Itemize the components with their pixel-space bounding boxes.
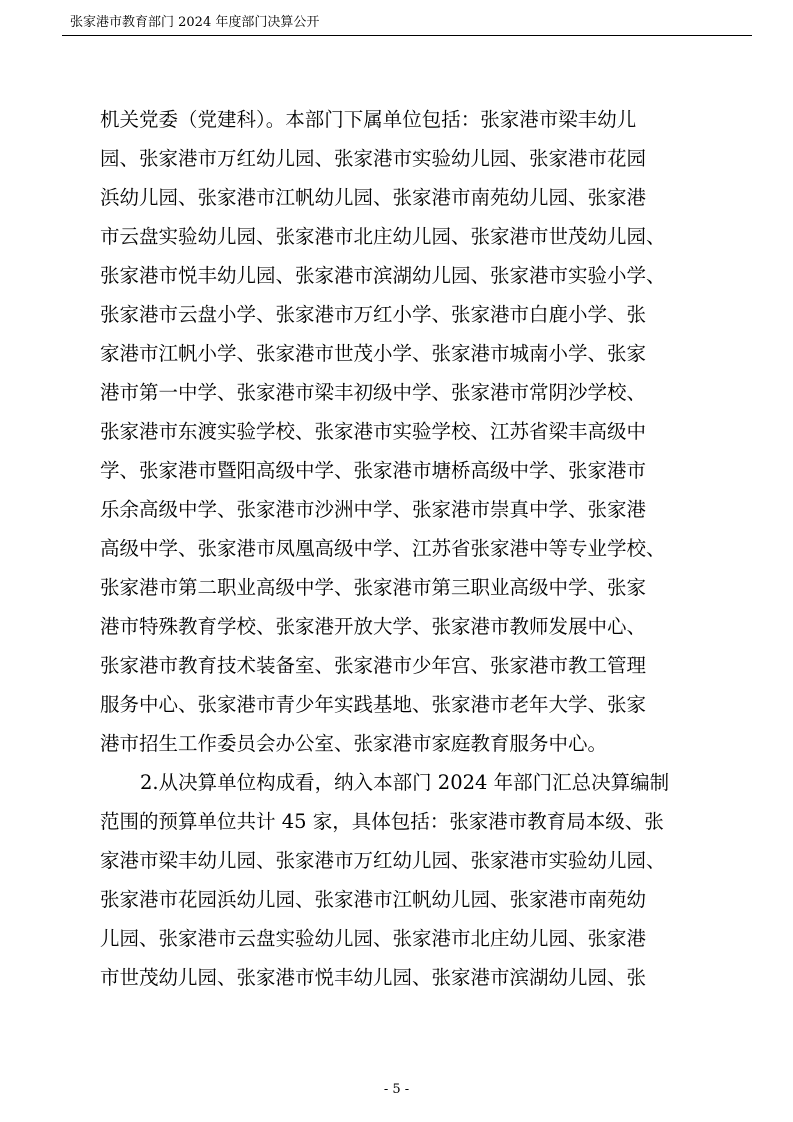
text-line: 服务中心、张家港市青少年实践基地、张家港市老年大学、张家 bbox=[100, 693, 647, 716]
text-line: 港市招生工作委员会办公室、张家港市家庭教育服务中心。 bbox=[100, 732, 608, 755]
text-line: 家港市江帆小学、张家港市世茂小学、张家港市城南小学、张家 bbox=[100, 342, 647, 365]
text-line: 儿园、张家港市云盘实验幼儿园、张家港市北庄幼儿园、张家港 bbox=[100, 927, 647, 950]
text-line: 港市特殊教育学校、张家港开放大学、张家港市教师发展中心、 bbox=[100, 615, 647, 638]
text-line: 高级中学、张家港市凤凰高级中学、江苏省张家港中等专业学校、 bbox=[100, 537, 666, 560]
text-line: 机关党委（党建科）。本部门下属单位包括：张家港市梁丰幼儿 bbox=[100, 108, 637, 131]
text-line: 市云盘实验幼儿园、张家港市北庄幼儿园、张家港市世茂幼儿园、 bbox=[100, 225, 666, 248]
text-line: 家港市梁丰幼儿园、张家港市万红幼儿园、张家港市实验幼儿园、 bbox=[100, 849, 666, 872]
text-line: 园、张家港市万红幼儿园、张家港市实验幼儿园、张家港市花园 bbox=[100, 147, 647, 170]
text-line: 浜幼儿园、张家港市江帆幼儿园、张家港市南苑幼儿园、张家港 bbox=[100, 186, 647, 209]
text-line: 张家港市东渡实验学校、张家港市实验学校、江苏省梁丰高级中 bbox=[100, 420, 647, 443]
text-line: 张家港市第二职业高级中学、张家港市第三职业高级中学、张家 bbox=[100, 576, 647, 599]
text-line: 港市第一中学、张家港市梁丰初级中学、张家港市常阴沙学校、 bbox=[100, 381, 647, 404]
paragraph-start-line: 2.从决算单位构成看，纳入本部门 2024 年部门汇总决算编制 bbox=[140, 771, 670, 794]
text-line: 张家港市花园浜幼儿园、张家港市江帆幼儿园、张家港市南苑幼 bbox=[100, 888, 647, 911]
text-line: 范围的预算单位共计 45 家，具体包括：张家港市教育局本级、张 bbox=[100, 810, 664, 833]
page-header bbox=[62, 14, 752, 36]
text-line: 乐余高级中学、张家港市沙洲中学、张家港市崇真中学、张家港 bbox=[100, 498, 647, 521]
body-text bbox=[100, 100, 716, 997]
text-line: 学、张家港市暨阳高级中学、张家港市塘桥高级中学、张家港市 bbox=[100, 459, 647, 482]
header-title: 张家港市教育部门 2024 年度部门决算公开 bbox=[70, 15, 320, 30]
text-line: 张家港市悦丰幼儿园、张家港市滨湖幼儿园、张家港市实验小学、 bbox=[100, 264, 666, 287]
text-line: 市世茂幼儿园、张家港市悦丰幼儿园、张家港市滨湖幼儿园、张 bbox=[100, 966, 647, 989]
header-rule bbox=[62, 35, 752, 36]
text-line: 张家港市云盘小学、张家港市万红小学、张家港市白鹿小学、张 bbox=[100, 303, 647, 326]
page-number: - 5 - bbox=[383, 1082, 410, 1097]
text-line: 张家港市教育技术装备室、张家港市少年宫、张家港市教工管理 bbox=[100, 654, 647, 677]
